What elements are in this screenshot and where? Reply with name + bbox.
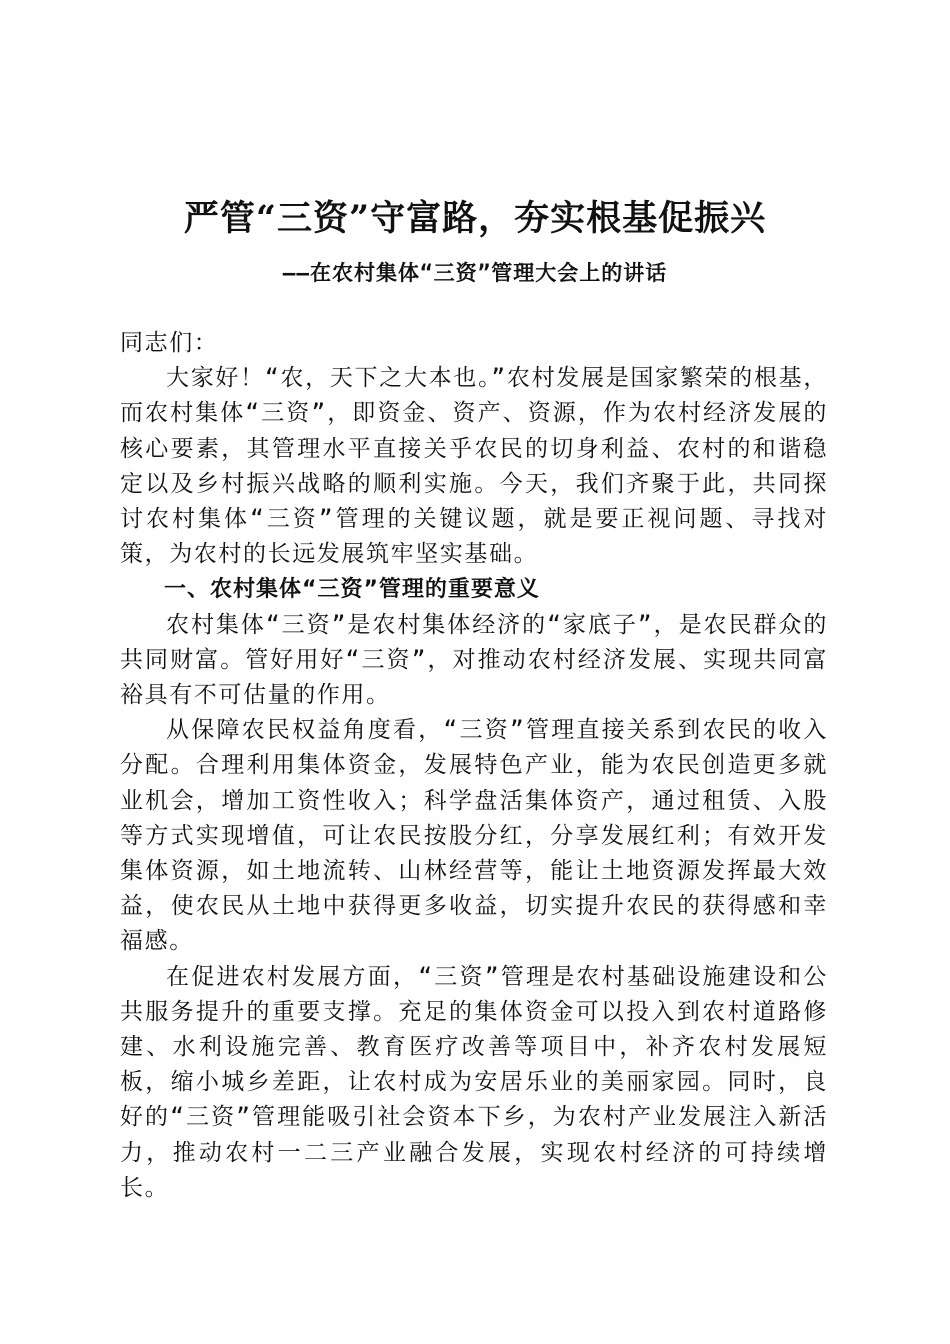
document-body xyxy=(120,326,828,1206)
intro-paragraph: 大家好！“农，天下之大本也。”农村发展是国家繁荣的根基，而农村集体“三资”，即资金、资产、资源，作为农村经济发展的核心要素，其管理水平直接关乎农民的切身利益、农村的和谐稳定以及乡村振兴战略的顺利实施。今天，我们齐聚于此，共同探讨农村集体“三资”管理的关键议题，就是要正视问题、寻找对策，为农村的长远发展筑牢坚实基础。 xyxy=(120,365,828,568)
section-paragraph: 从保障农民权益角度看，“三资”管理直接关系到农民的收入分配。合理利用集体资金，发展特色产业，能为农民创造更多就业机会，增加工资性收入；科学盘活集体资产，通过租赁、入股等方式实现增值，可让农民按股分红，分享发展红利；有效开发集体资源，如土地流转、山林经营等，能让土地资源发挥最大效益，使农民从土地中获得更多收益，切实提升农民的获得感和幸福感。 xyxy=(120,717,828,955)
document-title: 严管“三资”守富路，夯实根基促振兴 xyxy=(183,198,767,239)
document-subtitle: ——在农村集体“三资”管理大会上的讲话 xyxy=(282,261,668,285)
salutation: 同志们： xyxy=(120,330,219,356)
section-paragraph: 农村集体“三资”是农村集体经济的“家底子”，是农民群众的共同财富。管好用好“三资”，对推动农村经济发展、实现共同富裕具有不可估量的作用。 xyxy=(120,611,828,709)
section-heading: 一、农村集体“三资”管理的重要意义 xyxy=(164,577,540,603)
section-paragraph: 在促进农村发展方面，“三资”管理是农村基础设施建设和公共服务提升的重要支撑。充足的集体资金可以投入到农村道路修建、水利设施完善、教育医疗改善等项目中，补齐农村发展短板，缩小城乡差距，让农村成为安居乐业的美丽家园。同时，良好的“三资”管理能吸引社会资本下乡，为农村产业发展注入新活力，推动农村一二三产业融合发展，实现农村经济的可持续增长。 xyxy=(120,963,828,1201)
